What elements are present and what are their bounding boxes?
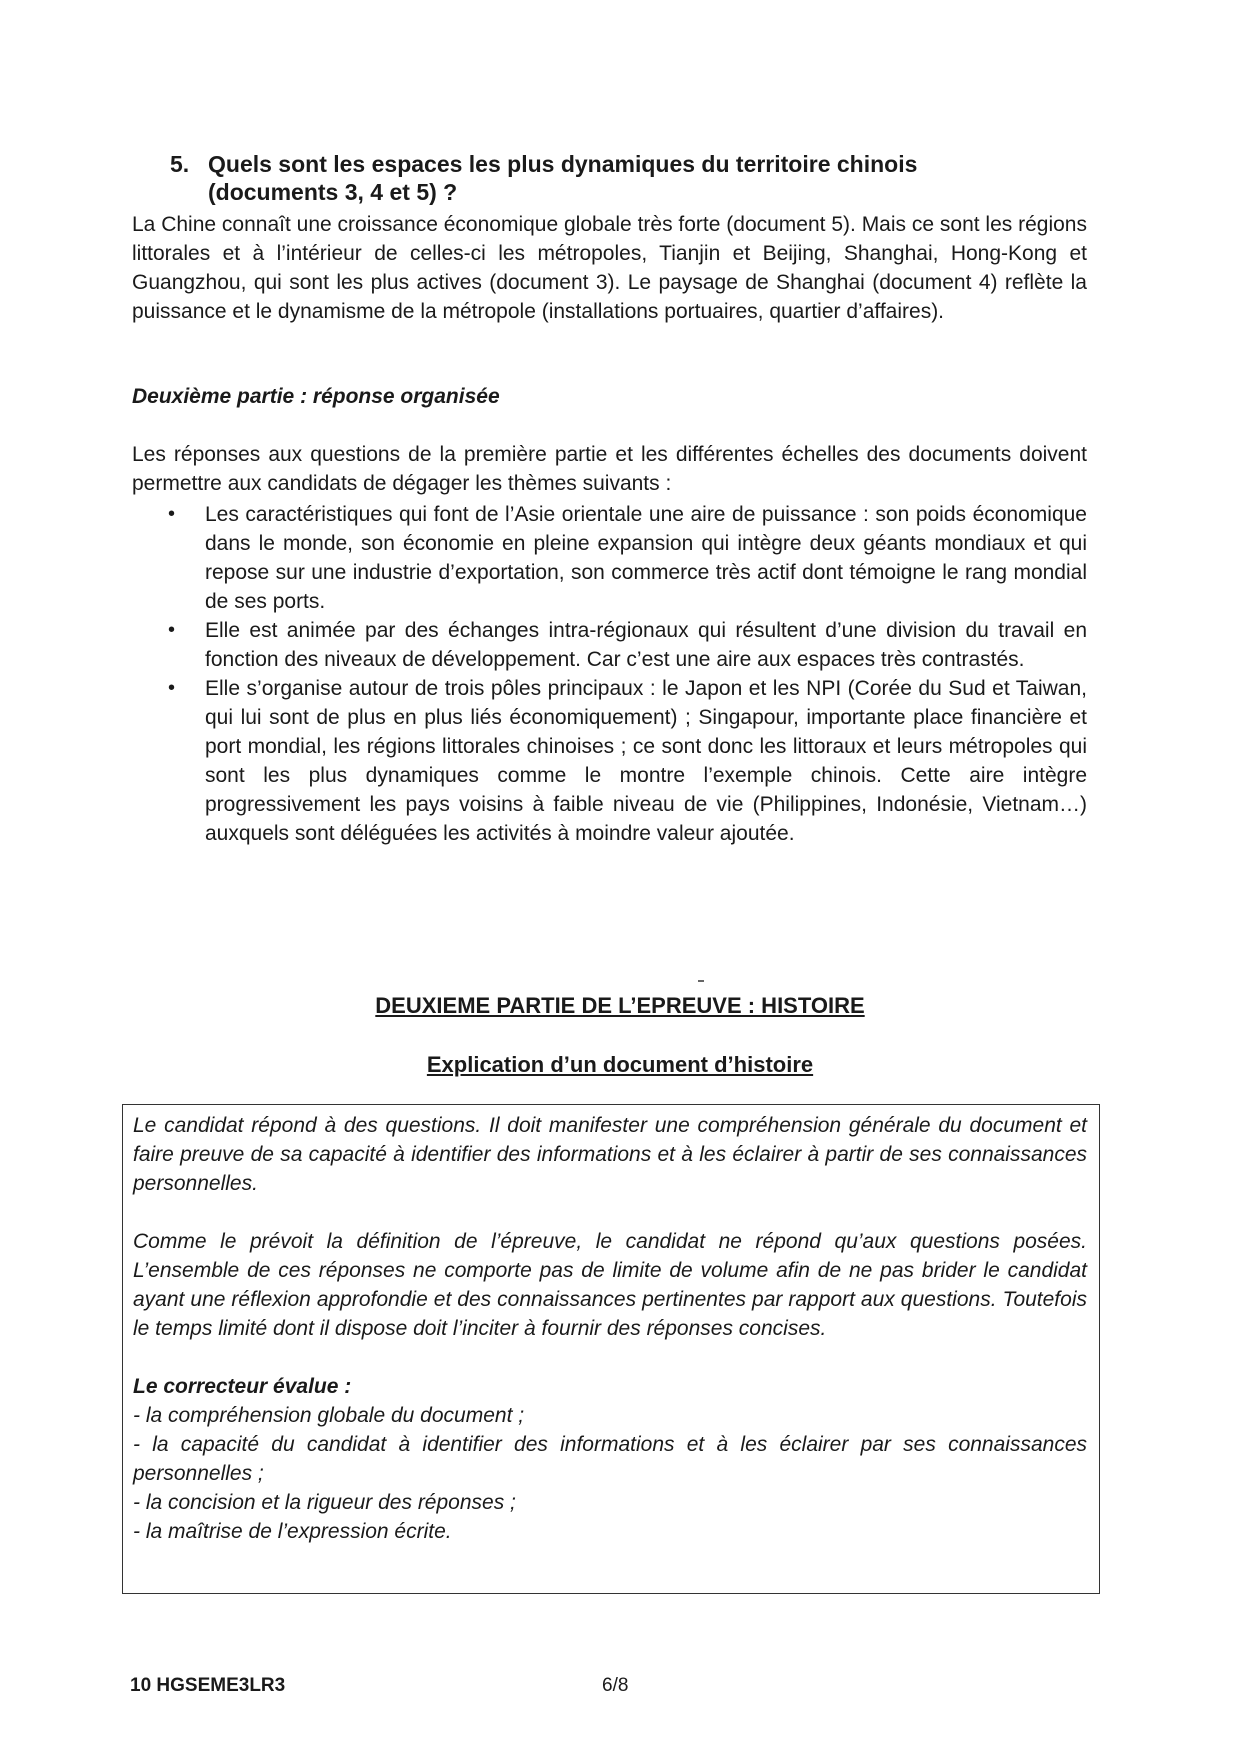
criteria-item: - la capacité du candidat à identifier des informations et à les éclairer par ses connaissances personnelles ;: [133, 1433, 1087, 1485]
question-5-title: [170, 150, 1090, 206]
evaluation-heading: Le correcteur évalue :: [133, 1375, 352, 1398]
box-paragraph-1: Le candidat répond à des questions. Il doit manifester une compréhension générale du document et faire preuve de sa capacité à identifier des informations et à les éclairer à partir de ses connaissances personnelles.: [133, 1114, 1087, 1195]
list-item: • Elle est animée par des échanges intra-régionaux qui résultent d’une division du travail en fonction des niveaux de développement. Car c’est une aire aux espaces très contrastés.: [160, 616, 1087, 674]
themes-list: [160, 500, 1087, 848]
page-number: 6/8: [602, 1675, 629, 1696]
list-item: • Elle s’organise autour de trois pôles principaux : le Japon et les NPI (Corée du Sud et Taiwan, qui lui sont de plus en plus liés économiquement) ; Singapour, importante place financière et port mondial, les régions littorales chinoises ; ce sont donc les littoraux et leurs métropoles qui sont les plus dynamiques comme le montre l’exemple chinois. Cette aire intègre progressivement les pays voisins à faible niveau de vie (Philippines, Indonésie, Vietnam…) auxquels sont déléguées les activités à moindre valeur ajoutée.: [160, 674, 1087, 848]
history-main-title: DEUXIEME PARTIE DE L’EPREUVE : HISTOIRE: [375, 993, 865, 1018]
criteria-item: - la compréhension globale du document ;: [133, 1404, 525, 1427]
question-title-line1: Quels sont les espaces les plus dynamiques du territoire chinois: [208, 151, 918, 177]
stray-mark: [698, 980, 704, 982]
question-5-answer: La Chine connaît une croissance économique globale très forte (document 5). Mais ce sont les régions littorales et à l’intérieur de celles-ci les métropoles, Tianjin et Beijing, Shanghai, Hong-Kong et Guangzhou, qui sont les plus actives (document 3). Le paysage de Shanghai (document 4) reflète la puissance et le dynamisme de la métropole (installations portuaires, quartier d’affaires).: [132, 213, 1087, 323]
question-number: 5.: [170, 151, 190, 177]
document-code: 10 HGSEME3LR3: [130, 1675, 286, 1696]
instructions-box: [122, 1104, 1100, 1594]
box-paragraph-2: Comme le prévoit la définition de l’épreuve, le candidat ne répond qu’aux questions posées. L’ensemble de ces réponses ne comporte pas de limite de volume afin de ne pas brider le candidat ayant une réflexion approfondie et des connaissances pertinentes par rapport aux questions. Toutefois le temps limité dont il dispose doit l’inciter à fournir des réponses concises.: [133, 1230, 1087, 1340]
second-part-intro: Les réponses aux questions de la première partie et les différentes échelles des documents doivent permettre aux candidats de dégager les thèmes suivants :: [132, 443, 1087, 495]
question-title-line2: (documents 3, 4 et 5) ?: [208, 179, 458, 205]
list-item: • Les caractéristiques qui font de l’Asie orientale une aire de puissance : son poids économique dans le monde, son économie en pleine expansion qui intègre deux géants mondiaux et qui repose sur une industrie d’exportation, son commerce très actif dont témoigne le rang mondial de ses ports.: [160, 500, 1087, 616]
criteria-item: - la concision et la rigueur des réponses ;: [133, 1491, 516, 1514]
history-sub-title: Explication d’un document d’histoire: [426, 1052, 814, 1077]
second-part-heading: Deuxième partie : réponse organisée: [132, 385, 500, 408]
criteria-item: - la maîtrise de l’expression écrite.: [133, 1520, 452, 1543]
